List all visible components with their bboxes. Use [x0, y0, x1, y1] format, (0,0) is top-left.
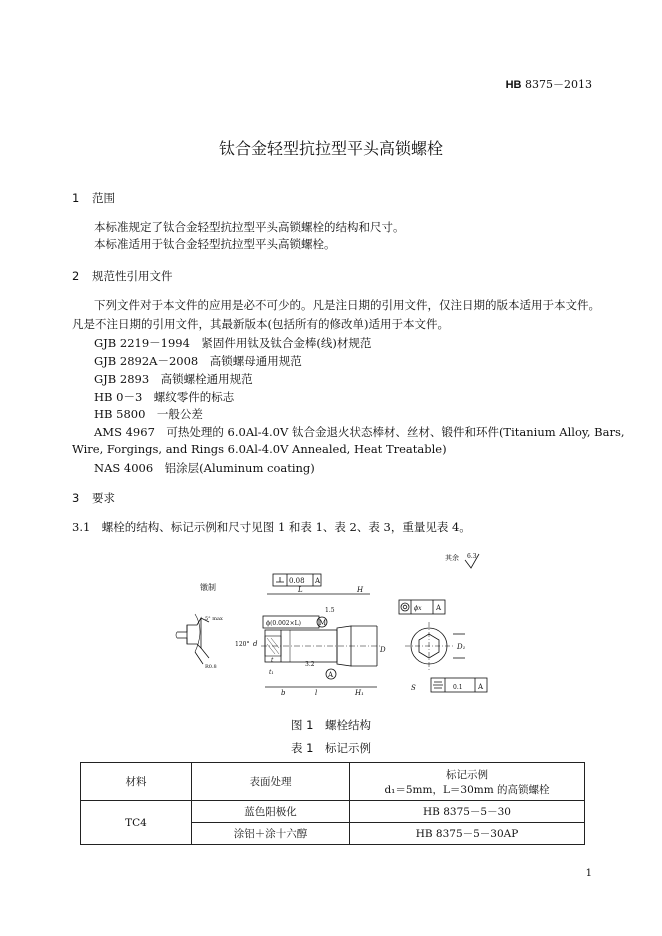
section-number: 2	[72, 269, 80, 283]
datum-a: A	[315, 577, 321, 585]
reference-item: GJB 2893 高锁螺栓通用规范	[94, 372, 253, 386]
document-title: 钛合金轻型抗拉型平头高锁螺栓	[218, 139, 443, 158]
angle-label: 5° max	[205, 616, 223, 622]
section-title: 要求	[92, 491, 115, 505]
symmetry-tolerance-frame	[431, 678, 487, 692]
reference-ams-line-1: AMS 4967 可热处理的 6.0Al-4.0V 钛合金退火状态棒材、丝材、锻件和环件(Titanium Alloy, Bars,	[94, 425, 625, 439]
section-1-para-2: 本标准适用于钛合金轻型抗拉型平头高锁螺栓。	[94, 237, 336, 251]
section-number: 3	[72, 491, 80, 505]
marking-example-table	[80, 762, 585, 845]
std-code: HB	[505, 79, 522, 91]
forged-label: 镦制	[200, 583, 216, 592]
table-row	[81, 801, 585, 823]
header-surface: 表面处理	[192, 763, 350, 801]
section-1-para-1: 本标准规定了钛合金轻型抗拉型平头高锁螺栓的结构和尺寸。	[94, 220, 405, 234]
std-number: 8375－2013	[521, 78, 592, 91]
reference-item: GJB 2219－1994 紧固件用钛及钛合金棒(线)材规范	[94, 336, 372, 350]
dim-120deg: 120°	[235, 641, 250, 648]
flatness-value: 0.08	[289, 577, 305, 585]
marking-cell: HB 8375－5－30AP	[350, 823, 585, 845]
table-1-caption: 表 1 标记示例	[291, 741, 371, 755]
page-number: 1	[585, 868, 592, 879]
dim-D: D	[380, 646, 386, 654]
reference-ams-line-2: Wire, Forgings, and Rings 6.0Al-4.0V Annealed, Heat Treatable)	[72, 442, 447, 456]
position-tolerance-frame	[263, 616, 327, 628]
pos-tolerance: ϕ(0.002×L)	[266, 620, 301, 627]
coax-datum: A	[436, 604, 442, 612]
mmc-symbol: M	[319, 619, 327, 627]
reference-item-nas: NAS 4006 铝涂层(Aluminum coating)	[94, 461, 315, 475]
rest-roughness-text: 其余	[445, 554, 459, 562]
surface-cell: 蓝色阳极化	[192, 801, 350, 823]
bolt-body	[261, 626, 381, 666]
reference-item: HB 0－3 螺纹零件的标志	[94, 390, 235, 404]
dim-t1: t₁	[269, 669, 274, 676]
table-header-row	[81, 763, 585, 801]
section-1-heading	[72, 190, 115, 206]
datum-a-circle: A	[328, 671, 334, 679]
dim-1-5: 1.5	[325, 607, 335, 614]
section-number: 1	[72, 191, 80, 205]
header-marking	[350, 763, 585, 801]
dim-Dk: D₁	[457, 643, 466, 651]
head-detail-view	[176, 614, 223, 670]
roughness-value: 6.3	[467, 553, 477, 560]
dim-H: H	[357, 586, 364, 594]
symmetry-value: 0.1	[453, 684, 463, 691]
coaxiality-tolerance-frame	[399, 600, 445, 614]
section-2-para-line-1: 下列文件对于本文件的应用是必不可少的。凡是注日期的引用文件，仅注日期的版本适用于本文件。	[94, 298, 600, 312]
coax-value: ϕx	[414, 605, 422, 612]
dim-l: l	[315, 689, 318, 697]
section-title: 规范性引用文件	[92, 269, 173, 283]
section-2-heading	[72, 268, 173, 284]
reference-item: GJB 2892A－2008 高锁螺母通用规范	[94, 354, 302, 368]
standard-header	[506, 76, 592, 92]
bolt-end-view	[405, 622, 465, 670]
header-material: 材料	[81, 763, 192, 801]
material-cell: TC4	[81, 801, 192, 845]
symmetry-datum: A	[478, 683, 484, 691]
flatness-tolerance-frame	[273, 574, 321, 586]
symmetry-icon	[433, 682, 443, 688]
bolt-structure-drawing	[165, 552, 505, 702]
dim-b: b	[281, 689, 286, 697]
roughness-3-2: 3.2	[305, 661, 315, 668]
section-2-para-line-2: 凡是不注日期的引用文件，其最新版本(包括所有的修改单)适用于本文件。	[72, 317, 449, 331]
clause-3-1: 3.1 螺栓的结构、标记示例和尺寸见图 1 和表 1、表 2、表 3，重量见表 4。	[72, 520, 471, 534]
surface-cell: 涂铝＋涂十六醇	[192, 823, 350, 845]
header-marking-condition: d₁＝5mm，L＝30mm 的高锁螺栓	[384, 783, 550, 796]
dim-H1: H₁	[355, 689, 364, 697]
reference-item: HB 5800 一般公差	[94, 407, 203, 421]
figure-1-caption: 图 1 螺栓结构	[291, 718, 371, 732]
flatness-icon	[276, 577, 284, 582]
marking-cell: HB 8375－5－30	[350, 801, 585, 823]
header-marking-title: 标记示例	[446, 768, 488, 781]
dim-S: S	[411, 684, 416, 692]
radius-label: R0.8	[205, 664, 217, 670]
section-title: 范围	[92, 191, 115, 205]
dim-L: L	[298, 586, 303, 594]
dim-t: t	[271, 657, 274, 664]
dim-d: d	[253, 640, 258, 648]
section-3-heading	[72, 490, 115, 506]
